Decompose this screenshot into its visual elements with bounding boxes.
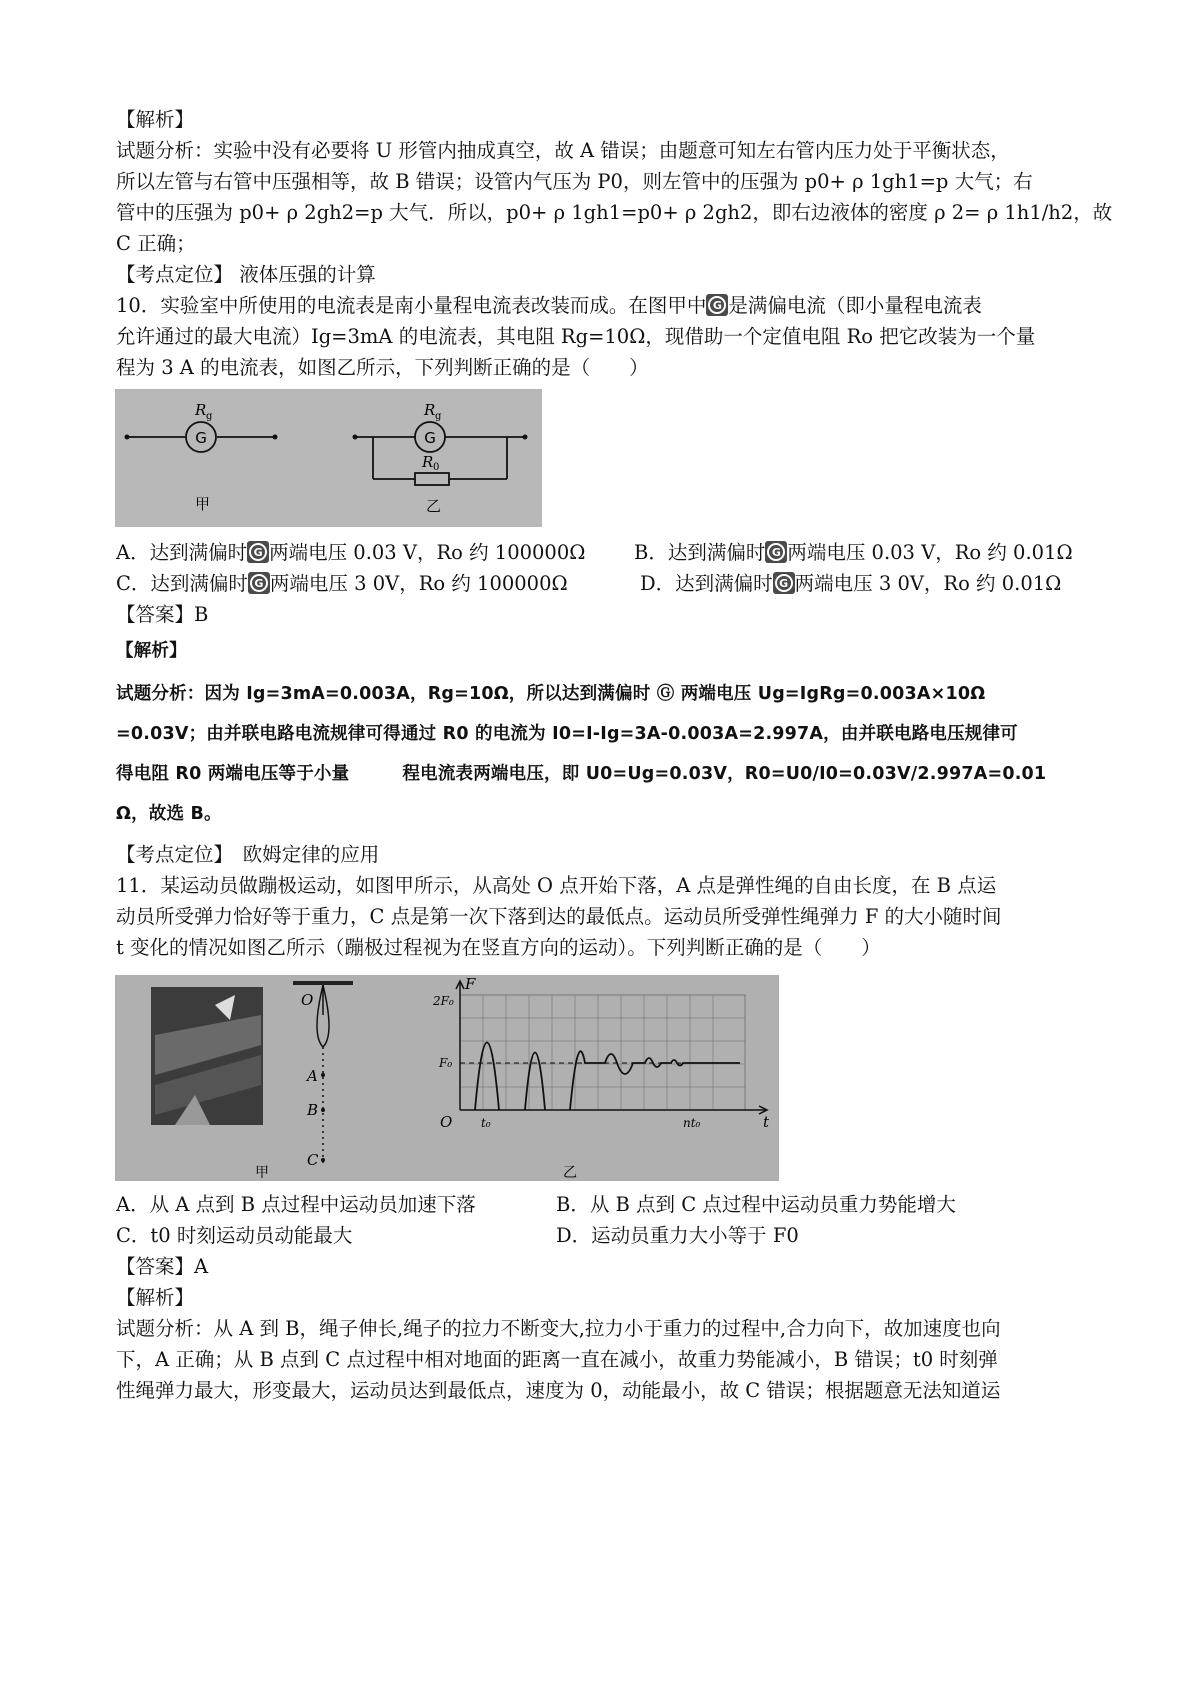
q9-analysis-line: C 正确； bbox=[116, 232, 196, 255]
point-c: C bbox=[307, 1151, 319, 1169]
q11-bungee-figure bbox=[115, 975, 779, 1181]
axis-t-label: t bbox=[763, 1113, 770, 1131]
tick-t0: t₀ bbox=[481, 1116, 491, 1130]
point-b: B bbox=[307, 1101, 319, 1119]
label-g-jia: G bbox=[195, 429, 207, 447]
q10-scan-line: =0.03V；由并联电路电流规律可得通过 R0 的电流为 I0=I-Ig=3A-0.003A=2.997A，由并联电路电压规律可 bbox=[116, 724, 1018, 744]
q11-analysis-line: 下，A 正确；从 B 点到 C 点过程中相对地面的距离一直在减小，故重力势能减小，B 错误；t0 时刻弹 bbox=[116, 1348, 998, 1371]
q11-stem-line: 动员所受弹力恰好等于重力，C 点是第一次下落到达的最低点。运动员所受弹性绳弹力 F 的大小随时间 bbox=[116, 905, 1002, 928]
q10-option-b-post: 两端电压 0.03 V，Ro 约 0.01Ω bbox=[787, 541, 1073, 564]
q10-kaodian: 【考点定位】 欧姆定律的应用 bbox=[116, 843, 380, 866]
document-page bbox=[116, 104, 1113, 1406]
q9-analysis-line: 试题分析：实验中没有必要将 U 形管内抽成真空，故 A 错误；由题意可知左右管内压力处于平衡状态， bbox=[116, 139, 1010, 162]
q10-option-d-pre: D．达到满偏时 bbox=[640, 572, 773, 595]
q11-option-c: C．t0 时刻运动员动能最大 bbox=[116, 1224, 353, 1247]
axis-f-label: F bbox=[465, 975, 476, 993]
q10-options-row bbox=[116, 568, 1081, 599]
galvanometer-icon bbox=[773, 572, 795, 594]
q11-answer: 【答案】A bbox=[116, 1255, 209, 1278]
galvanometer-icon bbox=[765, 541, 787, 563]
tick-2f0: 2F₀ bbox=[433, 994, 454, 1008]
q9-kaodian: 【考点定位】 液体压强的计算 bbox=[116, 263, 376, 286]
force-time-graph bbox=[432, 975, 770, 1131]
label-g-yi: G bbox=[424, 429, 436, 447]
tick-f0: F₀ bbox=[439, 1056, 453, 1070]
q10-option-a-pre: A．达到满偏时 bbox=[116, 541, 248, 564]
q10-option-d-post: 两端电压 3 0V，Ro 约 0.01Ω bbox=[794, 572, 1062, 595]
q10-option-c bbox=[116, 568, 634, 599]
q10-option-d bbox=[640, 568, 1061, 599]
point-o: O bbox=[301, 991, 314, 1009]
q10-stem-line bbox=[116, 290, 1081, 321]
label-rg-yi: R bbox=[424, 401, 436, 419]
q9-analysis-line: 所以左管与右管中压强相等，故 B 错误；设管内气压为 P0，则左管中的压强为 p0+ ρ 1gh1=p 大气；右 bbox=[116, 170, 1033, 193]
point-a: A bbox=[307, 1067, 318, 1085]
q9-analysis-line: 管中的压强为 p0+ ρ 2gh2=p 大气．所以，p0+ ρ 1gh1=p0+ ρ 2gh2，即右边液体的密度 ρ 2= ρ 1h1/h2，故 bbox=[116, 201, 1113, 224]
label-rg-sub-jia: g bbox=[206, 411, 213, 422]
q11-option-a: A．从 A 点到 B 点过程中运动员加速下落 bbox=[116, 1193, 476, 1216]
resistor-r0 bbox=[415, 473, 449, 485]
q11-analysis-line: 试题分析：从 A 到 B，绳子伸长,绳子的拉力不断变大,拉力小于重力的过程中,合力向下，故加速度也向 bbox=[116, 1317, 1001, 1340]
q10-scan-line: 试题分析：因为 Ig=3mA=0.003A，Rg=10Ω，所以达到满偏时 Ⓖ 两端电压 Ug=IgRg=0.003A×10Ω bbox=[116, 684, 986, 704]
q11-stem-line: 11．某运动员做蹦极运动，如图甲所示，从高处 O 点开始下落，A 点是弹性绳的自由长度，在 B 点运 bbox=[116, 874, 997, 897]
q11-analysis-line: 性绳弹力最大，形变最大，运动员达到最低点，速度为 0，动能最小，故 C 错误；根据题意无法知道运 bbox=[116, 1379, 1001, 1402]
galvanometer-icon bbox=[706, 294, 728, 316]
caption-jia: 甲 bbox=[195, 495, 211, 513]
caption-jia-11: 甲 bbox=[255, 1165, 269, 1181]
bungee-diagram bbox=[115, 975, 779, 1181]
q11-options-row bbox=[116, 1220, 1081, 1251]
label-rg-sub-yi: g bbox=[435, 411, 442, 422]
q9-analysis bbox=[116, 135, 1113, 259]
q11-jiexi-header: 【解析】 bbox=[116, 1286, 195, 1309]
q9-jiexi-header: 【解析】 bbox=[116, 108, 195, 131]
q11-option-d: D．运动员重力大小等于 F0 bbox=[556, 1224, 799, 1247]
q10-scanned-analysis bbox=[116, 677, 1081, 831]
galvanometer-icon bbox=[247, 541, 269, 563]
q10-option-a-post: 两端电压 0.03 V，Ro 约 100000Ω bbox=[269, 541, 586, 564]
label-r0-sub: 0 bbox=[433, 462, 440, 473]
q10-option-b bbox=[634, 537, 1073, 568]
q11-option-b: B．从 B 点到 C 点过程中运动员重力势能增大 bbox=[556, 1193, 956, 1216]
tick-nt0: nt₀ bbox=[683, 1116, 701, 1130]
q11-options-row bbox=[116, 1189, 1081, 1220]
q10-stem-text: 10．实验室中所使用的电流表是南小量程电流表改装而成。在图甲中 bbox=[116, 294, 707, 317]
q10-option-c-pre: C．达到满偏时 bbox=[116, 572, 248, 595]
q10-option-a bbox=[116, 537, 634, 568]
q10-circuit-figure bbox=[115, 389, 542, 527]
origin-label: O bbox=[440, 1113, 453, 1131]
q10-stem-line: 允许通过的最大电流）Ig=3mA 的电流表，其电阻 Rg=10Ω，现借助一个定值电阻 Ro 把它改装为一个量 bbox=[116, 325, 1036, 348]
label-r0: R bbox=[422, 453, 434, 471]
circuit-diagram bbox=[115, 389, 542, 527]
caption-yi-11: 乙 bbox=[563, 1165, 577, 1181]
q10-answer: 【答案】B bbox=[116, 603, 209, 626]
q10-stem-text: 是满偏电流（即小量程电流表 bbox=[728, 294, 982, 317]
galvanometer-icon bbox=[248, 572, 270, 594]
q10-options-row bbox=[116, 537, 1081, 568]
q10-jiexi-header: 【解析】 bbox=[116, 641, 187, 661]
q10-scan-line: Ω，故选 B。 bbox=[116, 804, 222, 824]
label-rg-jia: R bbox=[195, 401, 207, 419]
caption-yi: 乙 bbox=[426, 497, 442, 515]
q10-option-c-post: 两端电压 3 0V，Ro 约 100000Ω bbox=[269, 572, 568, 595]
q10-scan-line: 得电阻 R0 两端电压等于小量 程电流表两端电压，即 U0=Ug=0.03V，R0=U0/I0=0.03V/2.997A=0.01 bbox=[116, 764, 1047, 784]
q10-stem-line: 程为 3 A 的电流表，如图乙所示，下列判断正确的是（ ） bbox=[116, 356, 649, 379]
q10-option-b-pre: B．达到满偏时 bbox=[634, 541, 766, 564]
q11-stem-line: t 变化的情况如图乙所示（蹦极过程视为在竖直方向的运动）。下列判断正确的是（ ） bbox=[116, 936, 881, 959]
